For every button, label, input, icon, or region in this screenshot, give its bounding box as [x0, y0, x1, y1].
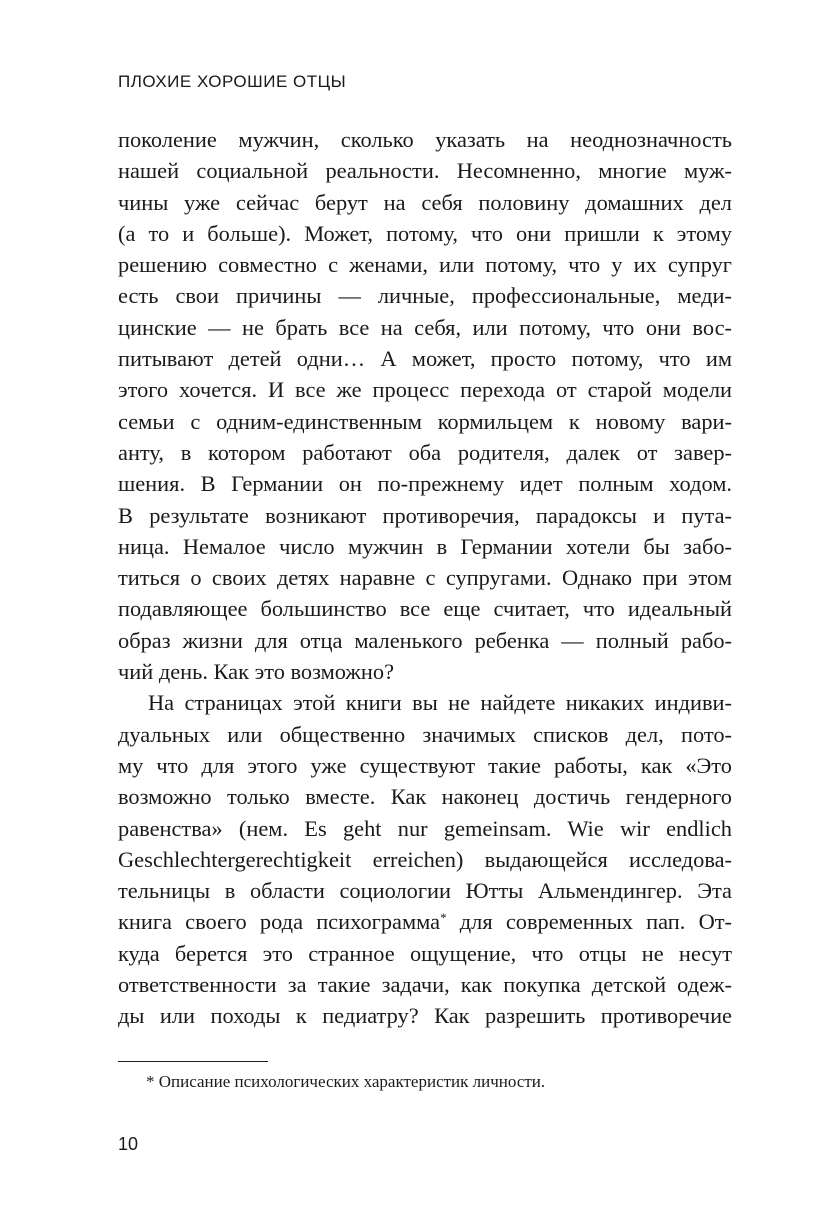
- text-segment: книга своего рода психограмма: [118, 909, 441, 935]
- text-line: подавляющее большинство все еще считает, что идеальный: [118, 596, 732, 622]
- footnote-marker[interactable]: *: [440, 910, 447, 926]
- text-line: (а то и больше). Может, потому, что они пришли к этому: [118, 220, 732, 246]
- text-line: семьи с одним-единственным кормильцем к новому вари-: [118, 408, 732, 434]
- text-line: возможно только вместе. Как наконец достичь гендерного: [118, 784, 732, 810]
- text-line: В результате возникают противоречия, парадоксы и пута-: [118, 502, 732, 528]
- text-line: равенства» (нем. Es geht nur gemeinsam. Wie wir endlich: [118, 815, 732, 841]
- text-line: решению совместно с женами, или потому, что у их супруг: [118, 252, 732, 278]
- text-line: куда берется это странное ощущение, что отцы не несут: [118, 940, 732, 966]
- footnote: * Описание психологических характеристик личности.: [146, 1072, 546, 1091]
- text-line-paragraph-end: чий день. Как это возможно?: [118, 659, 395, 685]
- footnote-divider: [118, 1061, 268, 1062]
- text-line: дуальных или общественно значимых списков дел, пото-: [118, 721, 732, 747]
- text-line: питывают детей одни… А может, просто потому, что им: [118, 346, 732, 372]
- text-line: этого хочется. И все же процесс перехода от старой модели: [118, 377, 732, 403]
- text-line: есть свои причины — личные, профессиональные, меди-: [118, 283, 732, 309]
- text-line: чины уже сейчас берут на себя половину домашних дел: [118, 189, 732, 215]
- text-line-with-footnote: [118, 906, 732, 937]
- text-line: ответственности за такие задачи, как покупка детской одеж-: [118, 972, 732, 998]
- text-line: образ жизни для отца маленького ребенка — полный рабо-: [118, 627, 732, 653]
- text-line: анту, в котором работают оба родителя, далек от завер-: [118, 439, 732, 465]
- text-line: нашей социальной реальности. Несомненно, многие муж-: [118, 158, 732, 184]
- text-line: Geschlechtergerechtigkeit erreichen) выдающейся исследова-: [118, 846, 732, 872]
- text-line: титься о своих детях наравне с супругами. Однако при этом: [118, 565, 732, 591]
- page-number: 10: [118, 1134, 139, 1154]
- text-line: му что для этого уже существуют такие работы, как «Это: [118, 752, 732, 778]
- text-segment: для современных пап. От-: [446, 909, 732, 935]
- text-line: поколение мужчин, сколько указать на неоднозначность: [118, 127, 732, 152]
- text-line: ница. Немалое число мужчин в Германии хотели бы забо-: [118, 533, 732, 559]
- text-line: шения. В Германии он по-прежнему идет полным ходом.: [118, 471, 732, 497]
- text-line-paragraph-start: На страницах этой книги вы не найдете никаких индиви-: [148, 690, 732, 716]
- text-line: ды или походы к педиатру? Как разрешить противоречие: [118, 1003, 732, 1029]
- text-line: тельницы в области социологии Ютты Альмендингер. Эта: [118, 878, 732, 904]
- body-text: [118, 124, 732, 1032]
- running-head: ПЛОХИЕ ХОРОШИЕ ОТЦЫ: [118, 72, 347, 91]
- text-line: цинские — не брать все на себя, или потому, что они вос-: [118, 314, 732, 340]
